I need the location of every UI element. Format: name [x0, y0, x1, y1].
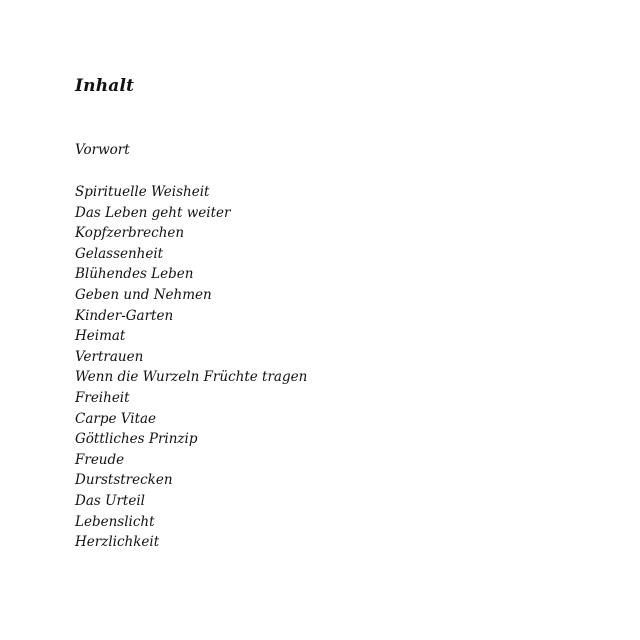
toc-entry: Durststrecken: [75, 472, 173, 489]
toc-entry: Das Leben geht weiter: [75, 204, 231, 221]
toc-entry: Herzlichkeit: [75, 534, 160, 551]
toc-entry: Kopfzerbrechen: [75, 225, 185, 242]
toc-entry: Das Urteil: [75, 492, 145, 509]
toc-list: [75, 182, 307, 553]
toc-entry: Göttliches Prinzip: [75, 431, 198, 448]
toc-entry: Gelassenheit: [75, 245, 164, 262]
toc-entry: Geben und Nehmen: [75, 286, 212, 303]
toc-entry: Lebenslicht: [75, 513, 155, 530]
toc-entry: Vertrauen: [75, 348, 144, 365]
toc-entry: Spirituelle Weisheit: [75, 184, 210, 200]
toc-entry: Freiheit: [75, 389, 130, 406]
toc-heading: Inhalt: [75, 76, 135, 96]
toc-entry-preface: Vorwort: [75, 142, 130, 158]
toc-entry: Blühendes Leben: [75, 266, 194, 283]
toc-entry: Wenn die Wurzeln Früchte tragen: [75, 369, 308, 386]
toc-entry: Freude: [75, 451, 125, 468]
toc-entry: Kinder-Garten: [75, 307, 174, 324]
toc-entry: Carpe Vitae: [75, 410, 157, 427]
toc-entry: Heimat: [75, 328, 126, 345]
